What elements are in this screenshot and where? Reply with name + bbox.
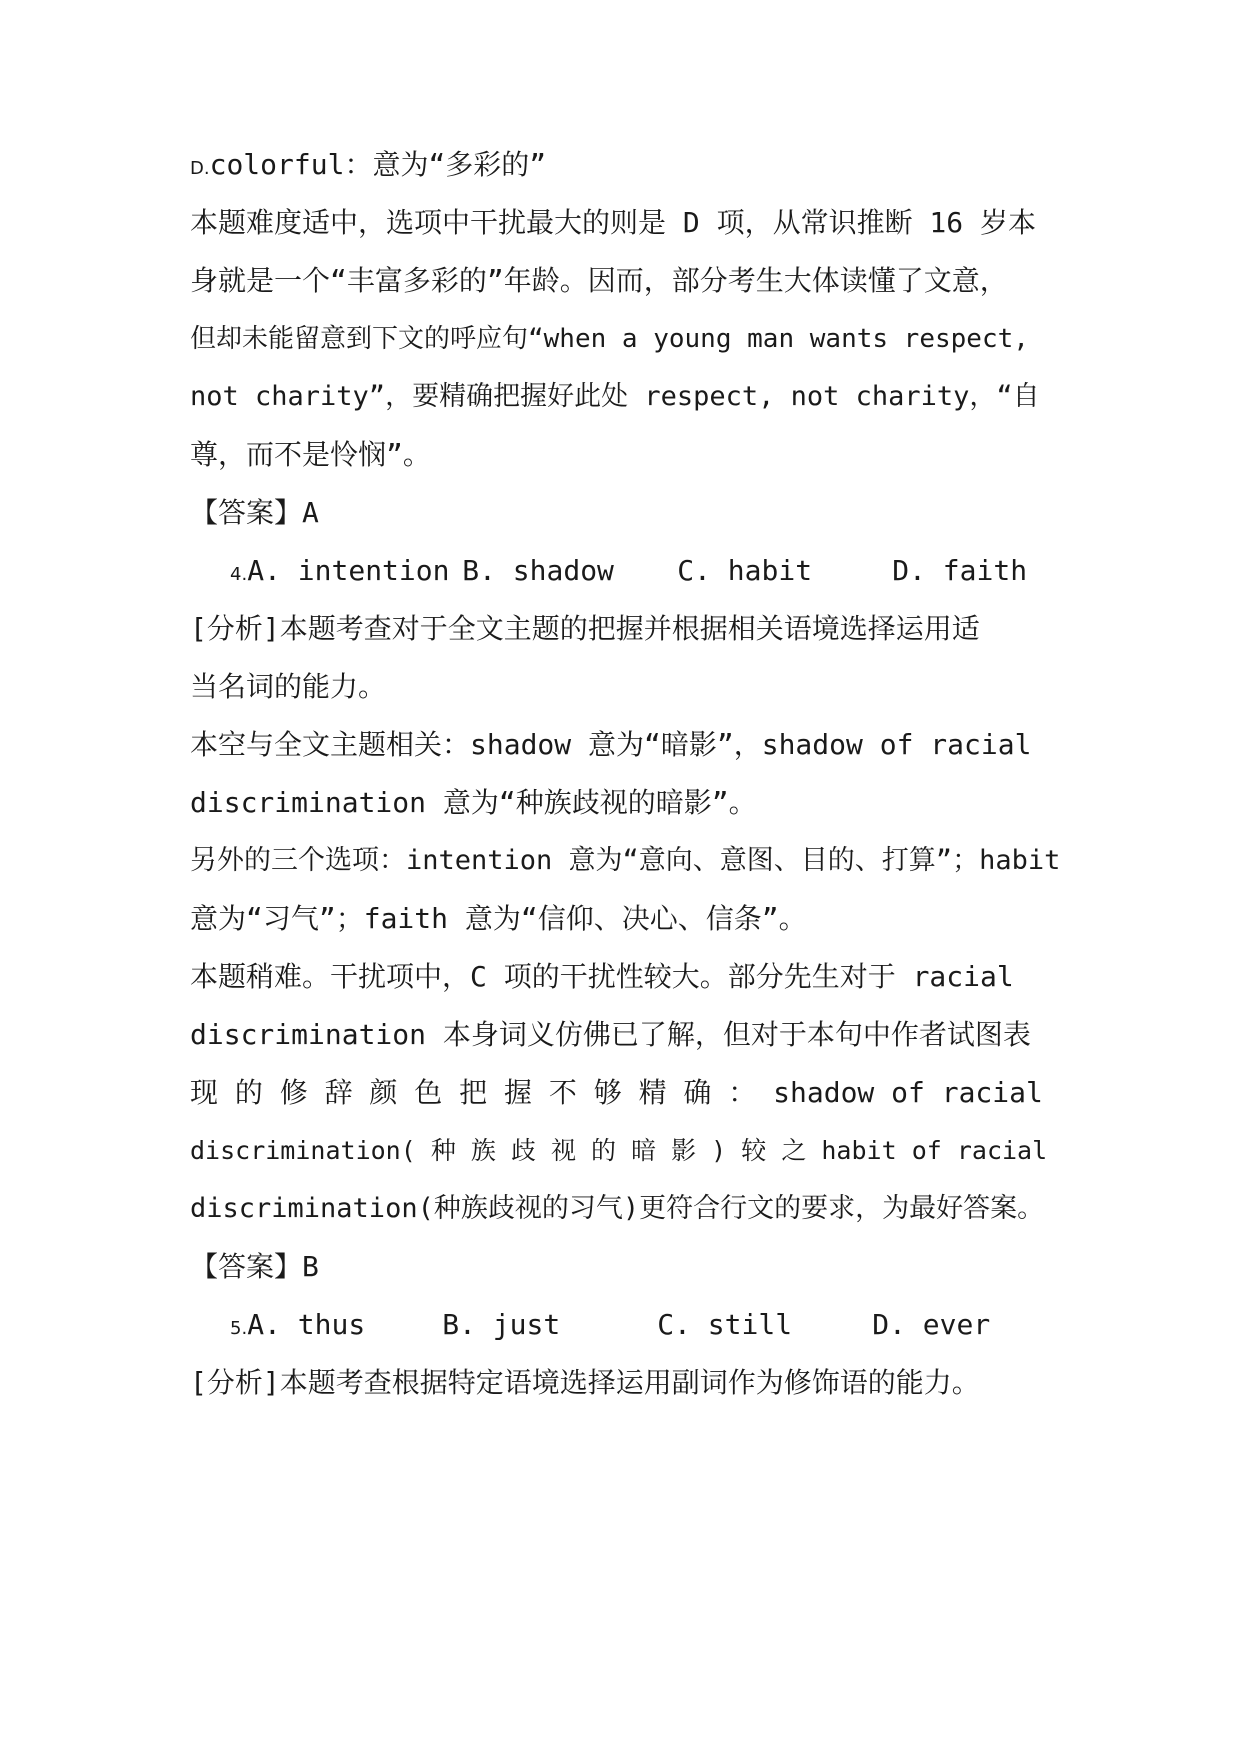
text-line: 身就是一个“丰富多彩的”年龄。因而，部分考生大体读懂了文意，: [190, 264, 1008, 297]
option-prefix: D.: [190, 158, 210, 179]
option-d: D. ever: [872, 1308, 991, 1341]
text-line: discrimination(种族歧视的习气)更符合行文的要求，为最好答案。: [190, 1193, 1045, 1224]
text-line: 另外的三个选项：intention 意为“意向、意图、目的、打算”；habit: [190, 845, 1060, 876]
text-line: 当名词的能力。: [190, 670, 387, 703]
option-a: A. intention: [247, 554, 450, 587]
text-line: not charity”，要精确把握好此处 respect, not charity，“自: [190, 381, 1040, 412]
text-line: 现 的 修 辞 颜 色 把 握 不 够 精 确 ： shadow of racial: [190, 1076, 1043, 1109]
option-b: B. just: [442, 1308, 561, 1341]
question-number: 4.: [230, 564, 248, 585]
text-line: discrimination 本身词义仿佛已了解，但对于本句中作者试图表: [190, 1018, 1031, 1051]
text-line: 但却未能留意到下文的呼应句“when a young man wants respect,: [190, 324, 1029, 354]
text-line: 尊，而不是怜悯”。: [190, 438, 431, 471]
text-line: 本题稍难。干扰项中，C 项的干扰性较大。部分先生对于 racial: [190, 960, 1014, 993]
option-d: D. faith: [892, 554, 1028, 587]
text-line: 本空与全文主题相关：shadow 意为“暗影”，shadow of racial: [190, 728, 1032, 761]
option-c: C. habit: [677, 554, 813, 587]
answer-label: 【答案】A: [190, 496, 319, 529]
text-line: discrimination 意为“种族歧视的暗影”。: [190, 786, 757, 819]
question-4-options: [230, 554, 1060, 592]
question-number: 5.: [230, 1318, 248, 1339]
text-line: discrimination( 种 族 歧 视 的 暗 影 ) 较 之 habit of racial: [190, 1136, 1048, 1165]
option-b: B. shadow: [462, 554, 614, 587]
option-a: A. thus: [247, 1308, 366, 1341]
analysis-text: [分析]本题考查根据特定语境选择运用副词作为修饰语的能力。: [190, 1366, 980, 1399]
question-5-options: [230, 1308, 1060, 1346]
text-line-colorful: [190, 148, 1060, 186]
analysis-text: [分析]本题考查对于全文主题的把握并根据相关语境选择运用适: [190, 612, 980, 645]
text-line: 本题难度适中，选项中干扰最大的则是 D 项，从常识推断 16 岁本: [190, 206, 1037, 239]
text-line: 意为“习气”；faith 意为“信仰、决心、信条”。: [190, 902, 807, 935]
option-c: C. still: [657, 1308, 793, 1341]
line-text: colorful：意为“多彩的”: [209, 148, 547, 181]
answer-label: 【答案】B: [190, 1250, 319, 1283]
